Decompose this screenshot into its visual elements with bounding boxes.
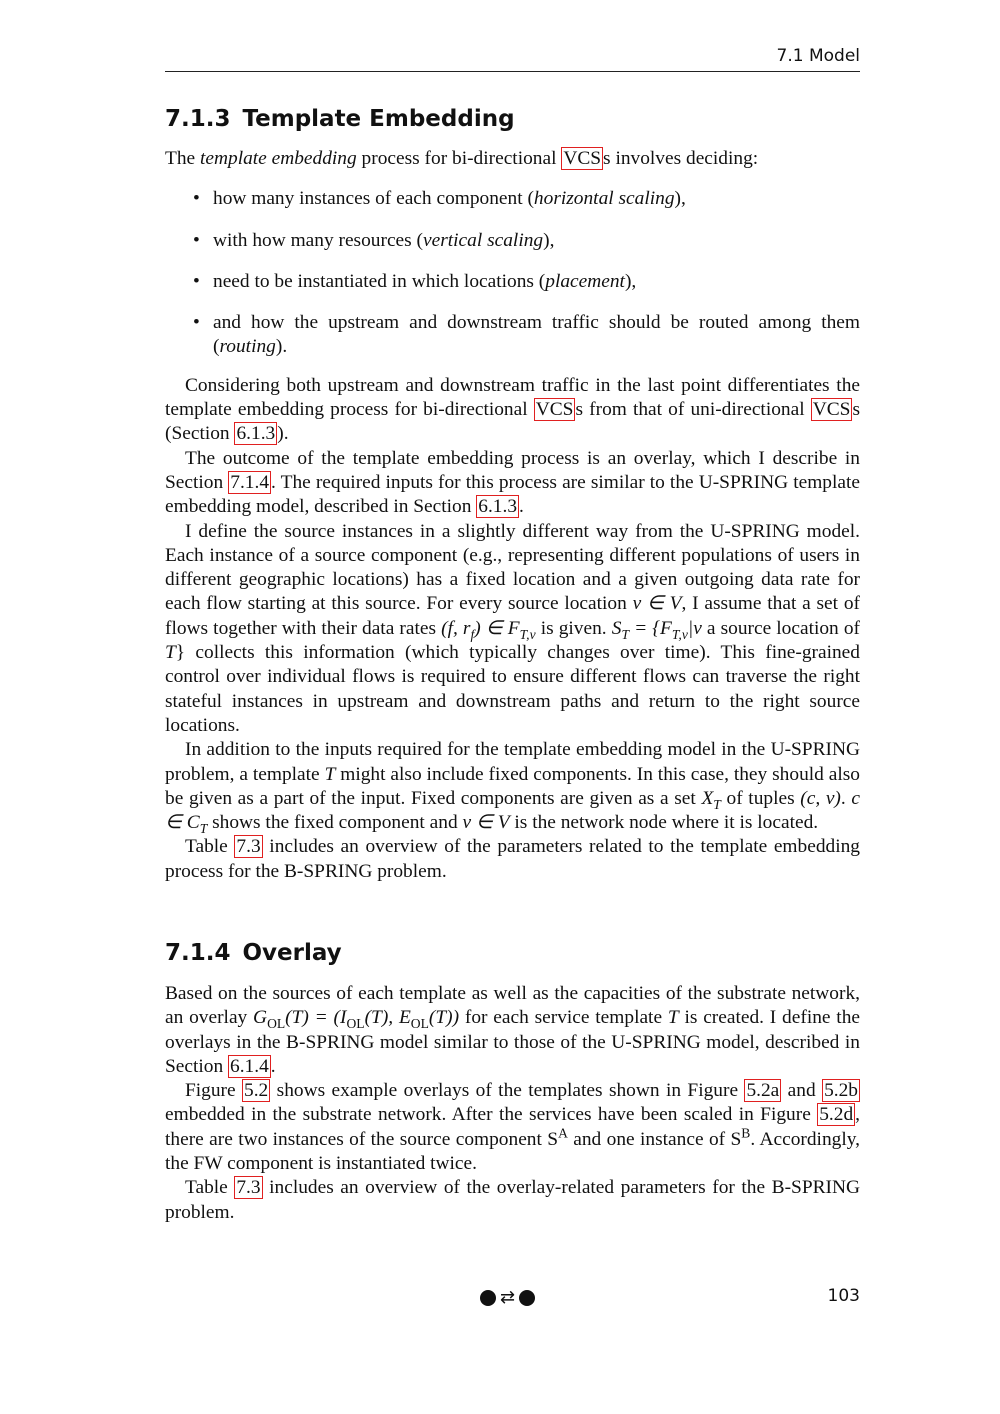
math: v ∈ V	[462, 812, 510, 834]
math: $X_T$	[701, 787, 721, 812]
ref-link[interactable]: VCS	[535, 399, 574, 421]
list-item: • with how many resources (vertical scaling),	[165, 229, 860, 253]
math: $S_T = \{F_{T,v}|v$	[611, 617, 702, 642]
swap-arrows-icon: ⇄	[500, 1287, 516, 1308]
ref-link[interactable]: 5.2a	[746, 1080, 780, 1102]
bullet-icon: •	[193, 229, 200, 251]
ref-link[interactable]: 7.3	[236, 836, 261, 858]
dot-arrows-dot-logo-icon	[480, 1288, 535, 1308]
math: T	[324, 763, 336, 785]
math: (f, $r_f$) ∈ $F_{T,v}$	[441, 617, 536, 642]
math: T	[667, 1007, 679, 1029]
section-number: 7.1.3	[165, 106, 231, 132]
ref-link[interactable]: 5.2	[244, 1080, 269, 1102]
dot-icon	[480, 1290, 496, 1306]
ref-link[interactable]: 6.1.3	[478, 496, 518, 518]
running-header: 7.1 Model	[165, 46, 860, 72]
section-heading-7-1-3	[165, 106, 515, 132]
paragraph: Based on the sources of each template as well as the capacities of the substrate network, an overlay $G_{OL}(T) = (I_{OL}(T)$, $E_{OL}(T)$) for each service template T is created. I define the overlays in the B-SPRING model similar to those of the U-SPRING model, described in Section 6.1.4 .	[165, 983, 860, 1077]
paragraph: Table 7.3 includes an overview of the overlay-related parameters for the B-SPRING problem.	[165, 1177, 860, 1223]
ref-link[interactable]: 6.1.4	[230, 1055, 269, 1077]
ref-link[interactable]: 5.2d	[819, 1104, 854, 1126]
paragraph: Table 7.3 includes an overview of the parameters related to the template embedding process for the B-SPRING problem.	[165, 836, 860, 882]
ref-link[interactable]: 7.1.4	[230, 471, 270, 493]
page-number: 103	[827, 1286, 860, 1306]
section-7-1-3-body	[165, 147, 860, 884]
paragraph: Figure 5.2 shows example overlays of the templates shown in Figure 5.2a and 5.2b embedded in the substrate network. After the services have been scaled in Figure 5.2d , there are two instances of the source component $S^A$ and one instance of $S^B$. Accordingly, the FW component is instantiated twice.	[165, 1080, 861, 1175]
section-heading-7-1-4	[165, 940, 342, 966]
intro-paragraph: The template embedding process for bi-directional VCS s involves deciding:	[165, 148, 759, 169]
section-7-1-4-body	[165, 982, 860, 1225]
section-title: Template Embedding	[242, 106, 515, 132]
ref-link[interactable]: 5.2b	[824, 1080, 858, 1102]
math: (c, v)	[800, 787, 841, 809]
bullet-icon: •	[193, 270, 200, 292]
list-item: • need to be instantiated in which locations (placement),	[165, 270, 860, 294]
paragraph: I define the source instances in a slightly different way from the U-SPRING model. Each instance of a source component (e.g., representing different populations of users in different geographic locations) has a fixed location and a given outgoing data rate for each flow starting at this source. For every source location v ∈ V, I assume that a set of flows together with their data rates (f, $r_f$) ∈ $F_{T,v}$ is given. $S_T = \{F_{T,v}|v$ a source location of T} collects this information (which typically changes over time). This fine-grained control over individual flows is required to ensure different flows can traverse the right stateful instances in upstream and downstream paths and return to the right source locations.	[165, 520, 861, 736]
paragraph: In addition to the inputs required for the template embedding model in the U-SPRING problem, a template T might also include fixed components. In this case, they should also be given as a part of the input. Fixed components are given as a set $X_T$ of tuples (c, v). c ∈ $C_T$ shows the fixed component and v ∈ V is the network node where it is located.	[165, 739, 860, 836]
math: c ∈ $C_T$	[165, 787, 860, 836]
list-item: • how many instances of each component (horizontal scaling),	[165, 187, 860, 211]
math: v ∈ V	[632, 593, 682, 615]
list-item: • and how the upstream and downstream traffic should be routed among them (routing).	[193, 312, 860, 358]
ref-link[interactable]: 7.3	[236, 1177, 261, 1199]
paragraph: The outcome of the template embedding process is an overlay, which I describe in Section 7.1.4 . The required inputs for this process are similar to the U-SPRING template embedding model, described in Section 6.1.3 .	[165, 447, 860, 518]
math: $G_{OL}(T) = (I_{OL}(T)$, $E_{OL}(T)$)	[253, 1007, 460, 1032]
ref-link[interactable]: VCS	[563, 148, 602, 169]
bullet-icon: •	[193, 188, 200, 210]
ref-link[interactable]: 6.1.3	[236, 423, 276, 445]
section-number: 7.1.4	[165, 940, 231, 966]
section-title: Overlay	[242, 940, 342, 966]
bullet-icon: •	[193, 312, 200, 334]
math: T}	[165, 642, 186, 664]
ref-link[interactable]: VCS	[812, 399, 851, 421]
dot-icon	[519, 1290, 535, 1306]
bullet-list	[165, 187, 860, 359]
paragraph: Considering both upstream and downstream traffic in the last point differentiates the template embedding process for bi-directional VCS s from that of uni-directional VCS s (Section 6.1.3 ).	[165, 374, 860, 445]
